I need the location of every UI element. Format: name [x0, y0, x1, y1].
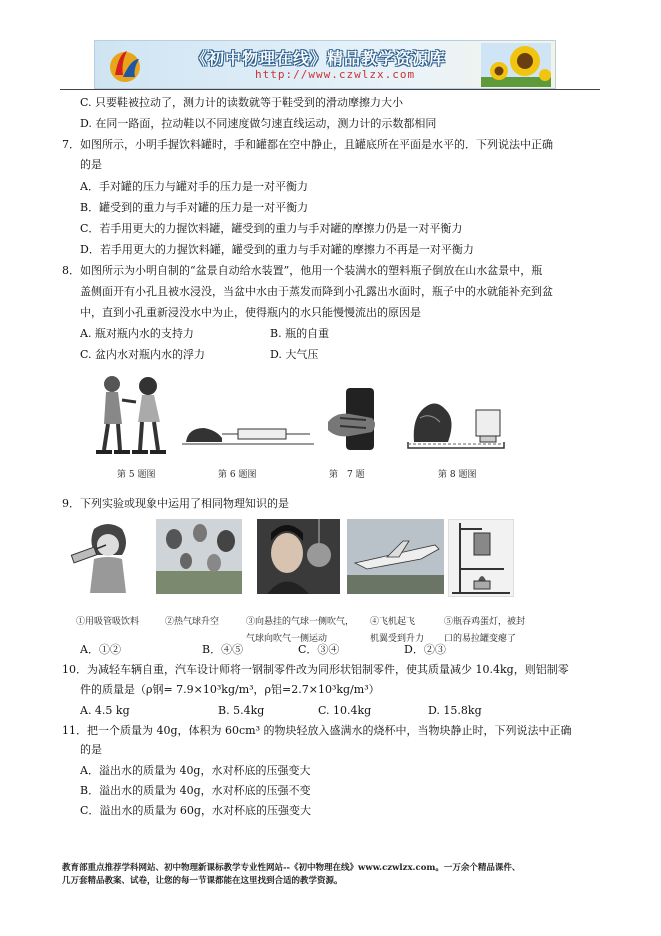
q9-caption-4b: 机翼受到升力	[370, 634, 425, 644]
caption-figure-6: 第 6 题图	[218, 470, 257, 480]
caption-figure-7: 第 7 题	[329, 470, 365, 480]
footer-line-2: 几万套精品教案、试卷，让您的每一节课都能在这里找到合适的教学资源。	[62, 876, 343, 886]
header-rule	[60, 89, 600, 90]
q9-image-straw	[64, 519, 149, 594]
q11-option-c: C．溢出水的质量为 60g，水对杯底的压强变大	[80, 804, 311, 817]
q11-stem-line1: 11．把一个质量为 40g，体积为 60cm³ 的物块轻放入盛满水的烧杯中，当物块静止时，下列说法中正确	[62, 724, 572, 737]
q11-stem-line2: 的是	[80, 743, 102, 756]
q9-option-c: C．③④	[298, 643, 340, 656]
q9-image-airplane	[347, 519, 444, 594]
caption-figure-5: 第 5 题图	[117, 470, 156, 480]
q9-caption-3a: ③向悬挂的气球一侧吹气，	[246, 617, 355, 627]
caption-figure-8: 第 8 题图	[438, 470, 477, 480]
q8-option-b: B. 瓶的自重	[270, 327, 330, 340]
figure-6-shoe-spring-scale	[182, 412, 314, 450]
figure-8-plant-device	[400, 398, 510, 450]
sunflower-image	[481, 43, 551, 87]
banner-url[interactable]: http://www.czwlzx.com	[255, 68, 416, 81]
q10-stem-line2: 件的质量是（ρ钢= 7.9×10³kg/m³，ρ铝=2.7×10³kg/m³）	[80, 683, 380, 696]
figure-5-skaters	[88, 372, 178, 462]
header-banner	[94, 40, 556, 89]
q9-image-can-heating	[448, 519, 514, 597]
q8-option-d: D. 大气压	[270, 348, 319, 361]
q9-caption-5a: ⑤瓶吞鸡蛋灯，被封	[444, 617, 526, 627]
q6-option-d: D. 在同一路面，拉动鞋以不同速度做匀速直线运动，测力计的示数都相同	[80, 117, 437, 130]
banner-title: 《初中物理在线》精品教学资源库	[191, 49, 447, 68]
q9-caption-5b: 口的易拉罐变瘪了	[444, 634, 517, 644]
q9-caption-3b: 气球向吹气一侧运动	[246, 634, 328, 644]
q7-option-d: D．若手用更大的力握饮料罐，罐受到的重力与手对罐的摩擦力不再是一对平衡力	[80, 243, 474, 256]
q9-caption-1: ①用吸管吸饮料	[76, 617, 140, 627]
figure-7-hand-can	[326, 384, 392, 460]
q6-option-c: C. 只要鞋被拉动了，测力计的读数就等于鞋受到的滑动摩擦力大小	[80, 96, 404, 109]
q9-caption-4a: ④飞机起飞	[370, 617, 416, 627]
q8-stem-line1: 8．如图所示为小明自制的“盆景自动给水装置”，他用一个装满水的塑料瓶子倒放在山水盆景中，瓶	[62, 264, 543, 277]
q10-stem-line1: 10．为减轻车辆自重，汽车设计师将一钢制零件改为同形状铝制零件，使其质量减少 10.4kg，则铝制零	[62, 663, 569, 676]
page-footer	[62, 862, 520, 888]
q7-option-b: B．罐受到的重力与手对罐的压力是一对平衡力	[80, 201, 309, 214]
q8-option-a: A. 瓶对瓶内水的支持力	[80, 327, 194, 340]
q9-stem: 9．下列实验或现象中运用了相同物理知识的是	[62, 497, 289, 510]
q8-option-c: C. 盆内水对瓶内水的浮力	[80, 348, 206, 361]
q10-option-c: C. 10.4kg	[318, 704, 372, 717]
q7-option-a: A．手对罐的压力与罐对手的压力是一对平衡力	[80, 180, 308, 193]
q8-stem-line3: 中，直到小孔重新浸没水中为止，使得瓶内的水只能慢慢流出的原因是	[80, 306, 421, 319]
q11-option-a: A．溢出水的质量为 40g，水对杯底的压强变大	[80, 764, 311, 777]
q7-stem-line1: 7．如图所示，小明手握饮料罐时，手和罐都在空中静止，且罐底所在平面是水平的．下列说法中正确	[62, 138, 553, 151]
q8-stem-line2: 盖侧面开有小孔且被水浸没，当盆中水由于蒸发而降到小孔露出水面时，瓶子中的水就能补充到盆	[80, 285, 553, 298]
q10-option-d: D. 15.8kg	[428, 704, 482, 717]
q9-image-balloon-blow	[257, 519, 340, 594]
q9-image-hot-air-balloons	[156, 519, 242, 594]
q9-option-b: B．④⑤	[202, 643, 244, 656]
q9-option-d: D．②③	[404, 643, 446, 656]
footer-line-1: 教育部重点推荐学科网站、初中物理新课标教学专业性网站--《初中物理在线》www.czwlzx.com。一万余个精品课件、	[62, 863, 521, 873]
q9-caption-2: ②热气球升空	[165, 617, 220, 627]
q7-option-c: C．若手用更大的力握饮料罐，罐受到的重力与手对罐的摩擦力仍是一对平衡力	[80, 222, 463, 235]
q11-option-b: B．溢出水的质量为 40g，水对杯底的压强不变	[80, 784, 311, 797]
q10-option-b: B. 5.4kg	[218, 704, 265, 717]
q7-stem-line2: 的是	[80, 158, 102, 171]
q9-option-a: A．①②	[80, 643, 121, 656]
q10-option-a: A. 4.5 kg	[80, 704, 130, 717]
site-logo	[105, 45, 145, 85]
